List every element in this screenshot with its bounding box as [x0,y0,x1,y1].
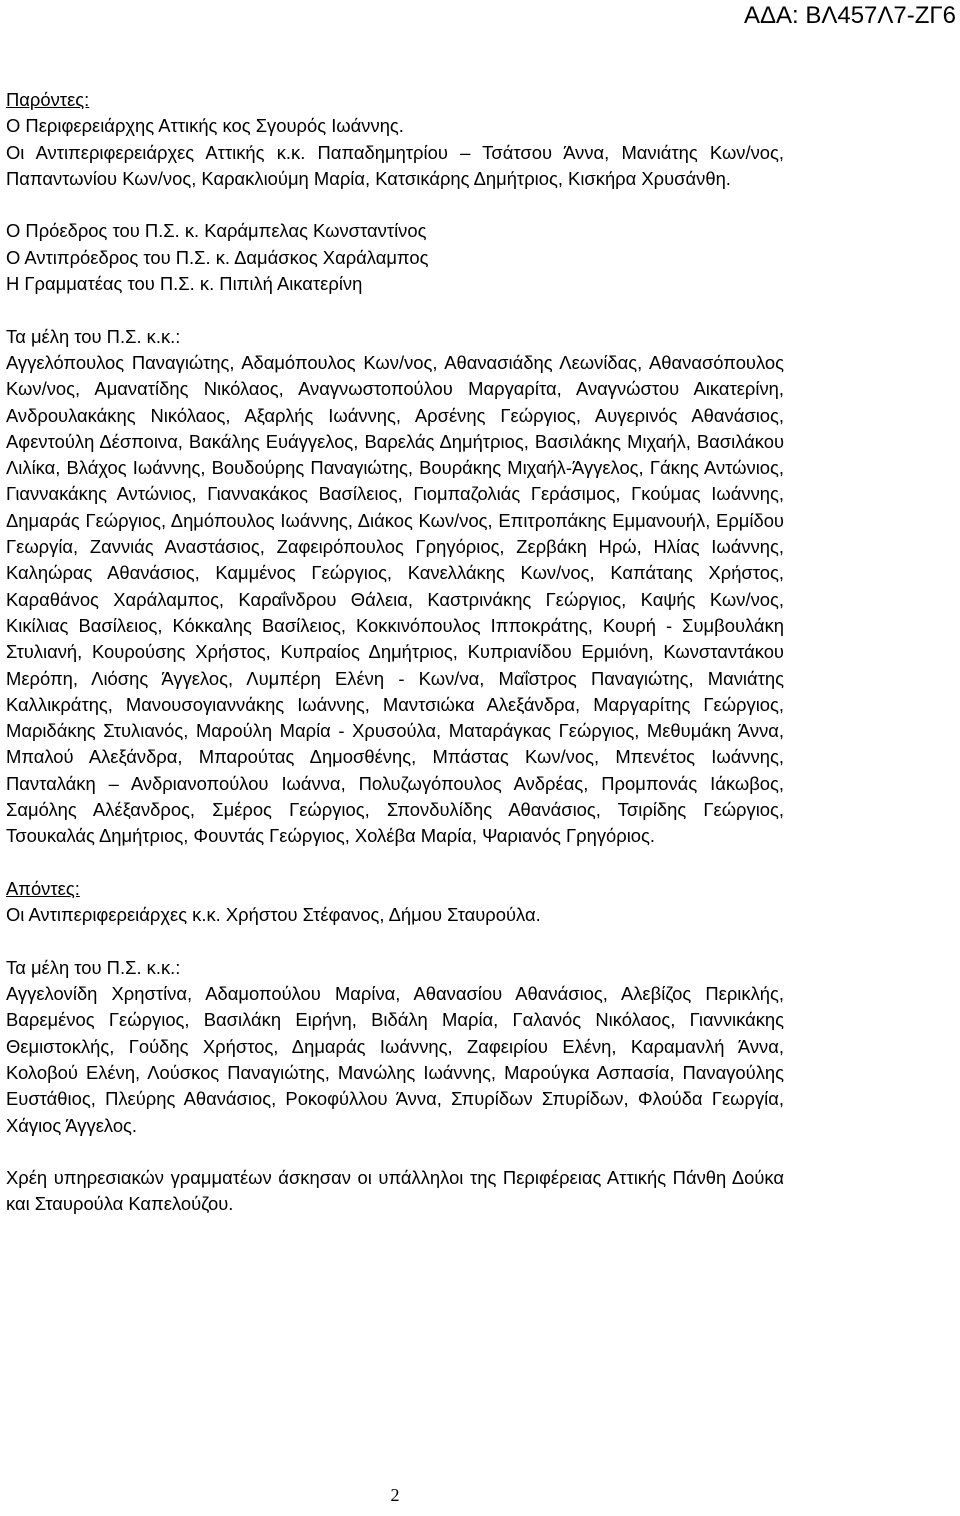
spacer [6,297,784,323]
spacer [6,929,784,955]
secretariat-note: Χρέη υπηρεσιακών γραμματέων άσκησαν οι υπάλληλοι της Περιφέρειας Αττικής Πάνθη Δούκα και Σταυρούλα Καπελούζου. [6,1167,784,1215]
absent-members-heading: Τα μέλη του Π.Σ. κ.κ.: [6,956,181,978]
page-number: 2 [390,1485,400,1505]
council-vice-president: Ο Αντιπρόεδρος του Π.Σ. κ. Δαμάσκος Χαράλαμπος [6,246,429,268]
spacer [6,1139,784,1165]
absent-heading: Απόντες: [6,877,80,899]
ada-code: ΑΔΑ: ΒΛ457Λ7-ΖΓ6 [743,2,956,29]
spacer [6,850,784,876]
spacer [6,192,784,218]
present-heading: Παρόντες: [6,89,90,110]
present-members-heading: Τα μέλη του Π.Σ. κ.κ.: [6,325,181,347]
deputy-governors-absent: Οι Αντιπεριφερειάρχες κ.κ. Χρήστου Στέφανος, Δήμου Σταυρούλα. [6,904,541,926]
regional-governor: Ο Περιφερειάρχης Αττικής κος Σγουρός Ιωάννης. [6,115,404,137]
deputy-governors-present: Οι Αντιπεριφερειάρχες Αττικής κ.κ. Παπαδημητρίου – Τσάτσου Άννα, Μανιάτης Κων/νος, Παπαντωνίου Κων/νος, Καρακλιούμη Μαρία, Κατσικάρης Δημήτριος, Κισκήρα Χρυσάνθη. [6,141,784,189]
absent-members-list: Αγγελονίδη Χρηστίνα, Αδαμοπούλου Μαρίνα, Αθανασίου Αθανάσιος, Αλεβίζος Περικλής, Βαρεμένος Γεώργιος, Βασιλάκη Ειρήνη, Βιδάλη Μαρία, Γαλανός Νικόλαος, Γιαννικάκης Θεμιστοκλής, Γούδης Χρήστος, Δημαράς Ιωάννης, Ζαφειρίου Ελένη, Καραμανλή Άννα, Κολοβού Ελένη, Λούσκος Παναγιώτης, Μανώλης Ιωάννης, Μαρούγκα Ασπασία, Παναγούλης Ευστάθιος, Πλεύρης Αθανάσιος, Ροκοφύλλου Άννα, Σπυρίδων Σπυρίδων, Φλούδα Γεωργία, Χάγιος Άγγελος. [6,983,784,1136]
council-president: Ο Πρόεδρος του Π.Σ. κ. Καράμπελας Κωνσταντίνος [6,220,427,242]
document-body [6,87,784,1218]
council-secretary: Η Γραμματέας του Π.Σ. κ. Πιπιλή Αικατερίνη [6,273,363,295]
present-members-list: Αγγελόπουλος Παναγιώτης, Αδαμόπουλος Κων/νος, Αθανασιάδης Λεωνίδας, Αθανασόπουλος Κων/νος, Αμανατίδης Νικόλαος, Αναγνωστοπούλου Μαργαρίτα, Αναγνώστου Αικατερίνη, Ανδρουλακάκης Νικόλαος, Αξαρλής Ιωάννης, Αρσένης Γεώργιος, Αυγερινός Αθανάσιος, Αφεντούλη Δέσποινα, Βακάλης Ευάγγελος, Βαρελάς Δημήτριος, Βασιλάκης Μιχαήλ, Βασιλάκου Λιλίκα, Βλάχος Ιωάννης, Βουδούρης Παναγιώτης, Βουράκης Μιχαήλ-Άγγελος, Γάκης Αντώνιος, Γιαννακάκης Αντώνιος, Γιαννακάκος Βασίλειος, Γιομπαζολιάς Γεράσιμος, Γκούμας Ιωάννης, Δημαράς Γεώργιος, Δημόπουλος Ιωάννης, Διάκος Κων/νος, Επιτροπάκης Εμμανουήλ, Ερμίδου Γεωργία, Ζαννιάς Αναστάσιος, Ζαφειρόπουλος Γρηγόριος, Ζερβάκη Ηρώ, Ηλίας Ιωάννης, Καληώρας Αθανάσιος, Καμμένος Γεώργιος, Κανελλάκης Κων/νος, Καπάταης Χρήστος, Καραθάνος Χαράλαμπος, Καραΐνδρου Θάλεια, Καστρινάκης Γεώργιος, Καψής Κων/νος, Κικίλιας Βασίλειος, Κόκκαλης Βασίλειος, Κοκκινόπουλος Ιπποκράτης, Κουρή - Συμβουλάκη Στυλιανή, Κουρούσης Χρήστος, Κυπραίος Δημήτριος, Κυπριανίδου Ερμιόνη, Κωνσταντάκου Μερόπη, Λιόσης Άγγελος, Λυμπέρη Ελένη - Κων/να, Μαΐστρος Παναγιώτης, Μανιάτης Καλλικράτης, Μανουσογιαννάκης Ιωάννης, Μαντσιώκα Αλεξάνδρα, Μαργαρίτης Γεώργιος, Μαριδάκης Στυλιανός, Μαρούλη Μαρία - Χρυσούλα, Ματαράγκας Γεώργιος, Μεθυμάκη Άννα, Μπαλού Αλεξάνδρα, Μπαρούτας Δημοσθένης, Μπάστας Κων/νος, Μπενέτος Ιωάννης, Πανταλάκη – Ανδριανοπούλου Ιωάννα, Πολυζωγόπουλος Ανδρέας, Προμπονάς Ιάκωβος, Σαμόλης Αλέξανδρος, Σμέρος Γεώργιος, Σπονδυλίδης Αθανάσιος, Τσιρίδης Γεώργιος, Τσουκαλάς Δημήτριος, Φουντάς Γεώργιος, Χολέβα Μαρία, Ψαριανός Γρηγόριος. [6,351,784,847]
